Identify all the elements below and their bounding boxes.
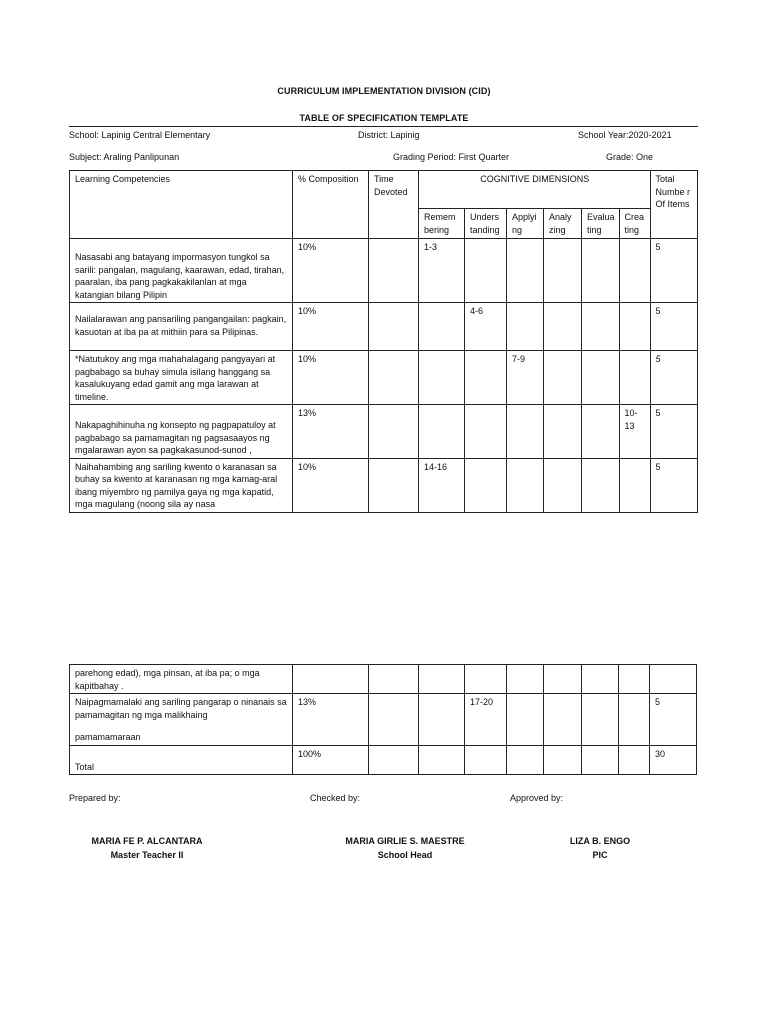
header-composition: % Composition: [293, 171, 369, 239]
understanding-cell: [465, 405, 507, 459]
template-title: TABLE OF SPECIFICATION TEMPLATE: [299, 113, 469, 123]
header-evaluating: Evalua ting: [582, 209, 620, 239]
applying-cell: [507, 405, 544, 459]
composition-cell: 10%: [293, 351, 369, 405]
understanding-cell: [465, 746, 507, 775]
total-cell: 5: [650, 303, 697, 351]
understanding-cell: [465, 351, 507, 405]
analyzing-cell: [544, 458, 582, 512]
applying-cell: [507, 746, 544, 775]
specification-table: [69, 170, 698, 513]
total-cell: 5: [650, 351, 697, 405]
evaluating-cell: [582, 239, 620, 303]
checked-by-label: Checked by:: [310, 793, 361, 803]
total-cell: 5: [650, 694, 697, 746]
table-row: [70, 303, 698, 351]
analyzing-cell: [544, 665, 582, 694]
checker-role: School Head: [377, 850, 433, 860]
time-cell: [369, 694, 419, 746]
competency-cell: *Natutukoy ang mga mahahalagang pangyayari at pagbabago sa buhay simula isilang hanggang sa kasalukuyang edad gamit ang mga larawan at timeline.: [70, 351, 293, 405]
understanding-cell: [465, 665, 507, 694]
header-competencies: Learning Competencies: [70, 171, 293, 239]
competency-text: Naipagmamalaki ang sariling pangarap o ninanais sa pamamagitan ng mga malikhaing: [75, 697, 287, 720]
header-creating: Crea ting: [619, 209, 650, 239]
composition-cell: 10%: [293, 458, 369, 512]
total-cell: 5: [650, 239, 697, 303]
understanding-cell: 4-6: [465, 303, 507, 351]
creating-cell: [619, 458, 650, 512]
applying-cell: [507, 239, 544, 303]
subject-label: Subject: Araling Panlipunan: [69, 152, 180, 162]
table-row: [70, 239, 698, 303]
time-cell: [369, 303, 419, 351]
approved-by-label: Approved by:: [510, 793, 564, 803]
time-cell: [369, 665, 419, 694]
time-cell: [369, 746, 419, 775]
table-row: [70, 405, 698, 459]
evaluating-cell: [582, 694, 619, 746]
division-title: CURRICULUM IMPLEMENTATION DIVISION (CID): [277, 86, 491, 96]
competency-cell: Naihahambing ang sariling kwento o karanasan sa buhay sa kwento at karanasan ng mga kamag-aral ibang miyembro ng pamilya gaya ng mga kapatid, mga magulang (noong sila ay nasa: [70, 458, 293, 512]
creating-cell: 10-13: [619, 405, 650, 459]
remembering-cell: [419, 746, 465, 775]
table-row: [70, 694, 697, 746]
applying-cell: 7-9: [507, 351, 544, 405]
table-row: [70, 351, 698, 405]
preparer-name: MARIA FE P. ALCANTARA: [91, 836, 203, 846]
total-label-cell: Total: [70, 746, 293, 775]
prepared-by-label: Prepared by:: [69, 793, 121, 803]
evaluating-cell: [582, 351, 620, 405]
approver-name: LIZA B. ENGO: [569, 836, 631, 846]
competency-cell: parehong edad), mga pinsan, at iba pa; o mga kapitbahay .: [70, 665, 293, 694]
remembering-cell: [419, 303, 465, 351]
school-label: School: Lapinig Central Elementary: [69, 130, 211, 140]
composition-cell: 10%: [293, 239, 369, 303]
total-cell: 5: [650, 405, 697, 459]
analyzing-cell: [544, 405, 582, 459]
competency-cell: Nakapaghihinuha ng konsepto ng pagpapatuloy at pagbabago sa pamamagitan ng pagsasaayos ng mgalarawan ayon sa pagkakasunod-sunod ,: [70, 405, 293, 459]
competency-text-continued: pamamamaraan: [75, 732, 141, 742]
time-cell: [369, 458, 419, 512]
analyzing-cell: [544, 351, 582, 405]
header-applying: Applyi ng: [507, 209, 544, 239]
header-understanding: Unders tanding: [465, 209, 507, 239]
applying-cell: [507, 458, 544, 512]
composition-cell: 100%: [293, 746, 369, 775]
remembering-cell: [419, 694, 465, 746]
analyzing-cell: [544, 694, 582, 746]
approver-role: PIC: [592, 850, 608, 860]
analyzing-cell: [544, 746, 582, 775]
total-cell: [650, 665, 697, 694]
remembering-cell: 14-16: [419, 458, 465, 512]
composition-cell: 13%: [293, 405, 369, 459]
analyzing-cell: [544, 239, 582, 303]
evaluating-cell: [582, 665, 619, 694]
grading-period-label: Grading Period: First Quarter: [393, 152, 510, 162]
creating-cell: [619, 746, 650, 775]
composition-cell: 10%: [293, 303, 369, 351]
total-cell: 30: [650, 746, 697, 775]
specification-table-continued: [69, 664, 697, 775]
competency-cell: Nailalarawan ang pansariling pangangailan: pagkain, kasuotan at iba pa at mithiin para sa Pilipinas.: [70, 303, 293, 351]
header-cognitive: COGNITIVE DIMENSIONS: [419, 171, 651, 209]
school-year-label: School Year:2020-2021: [578, 130, 672, 140]
preparer-role: Master Teacher II: [110, 850, 184, 860]
creating-cell: [619, 665, 650, 694]
understanding-cell: 17-20: [465, 694, 507, 746]
analyzing-cell: [544, 303, 582, 351]
remembering-cell: [419, 665, 465, 694]
applying-cell: [507, 694, 544, 746]
header-time: Time Devoted: [369, 171, 419, 239]
evaluating-cell: [582, 458, 620, 512]
district-label: District: Lapinig: [358, 130, 420, 140]
creating-cell: [619, 694, 650, 746]
grade-label: Grade: One: [606, 152, 654, 162]
composition-cell: 13%: [293, 694, 369, 746]
competency-cell: [70, 694, 293, 746]
table-row-total: [70, 746, 697, 775]
applying-cell: [507, 303, 544, 351]
time-cell: [369, 351, 419, 405]
table-row: [70, 458, 698, 512]
header-analyzing: Analy zing: [544, 209, 582, 239]
checker-name: MARIA GIRLIE S. MAESTRE: [345, 836, 465, 846]
evaluating-cell: [582, 746, 619, 775]
creating-cell: [619, 303, 650, 351]
remembering-cell: [419, 351, 465, 405]
creating-cell: [619, 239, 650, 303]
composition-cell: [293, 665, 369, 694]
time-cell: [369, 239, 419, 303]
competency-cell: Nasasabi ang batayang impormasyon tungkol sa sarili: pangalan, magulang, kaarawan, edad, tirahan, paaralan, iba pang pagkakakilanlan at mga katangian bilang Pilipin: [70, 239, 293, 303]
table-row: [70, 665, 697, 694]
header-total: Total Numbe r Of Items: [650, 171, 697, 239]
understanding-cell: [465, 239, 507, 303]
header-rule: [69, 126, 698, 127]
remembering-cell: 1-3: [419, 239, 465, 303]
creating-cell: [619, 351, 650, 405]
time-cell: [369, 405, 419, 459]
remembering-cell: [419, 405, 465, 459]
understanding-cell: [465, 458, 507, 512]
total-cell: 5: [650, 458, 697, 512]
applying-cell: [507, 665, 544, 694]
evaluating-cell: [582, 405, 620, 459]
header-remembering: Remem bering: [419, 209, 465, 239]
evaluating-cell: [582, 303, 620, 351]
